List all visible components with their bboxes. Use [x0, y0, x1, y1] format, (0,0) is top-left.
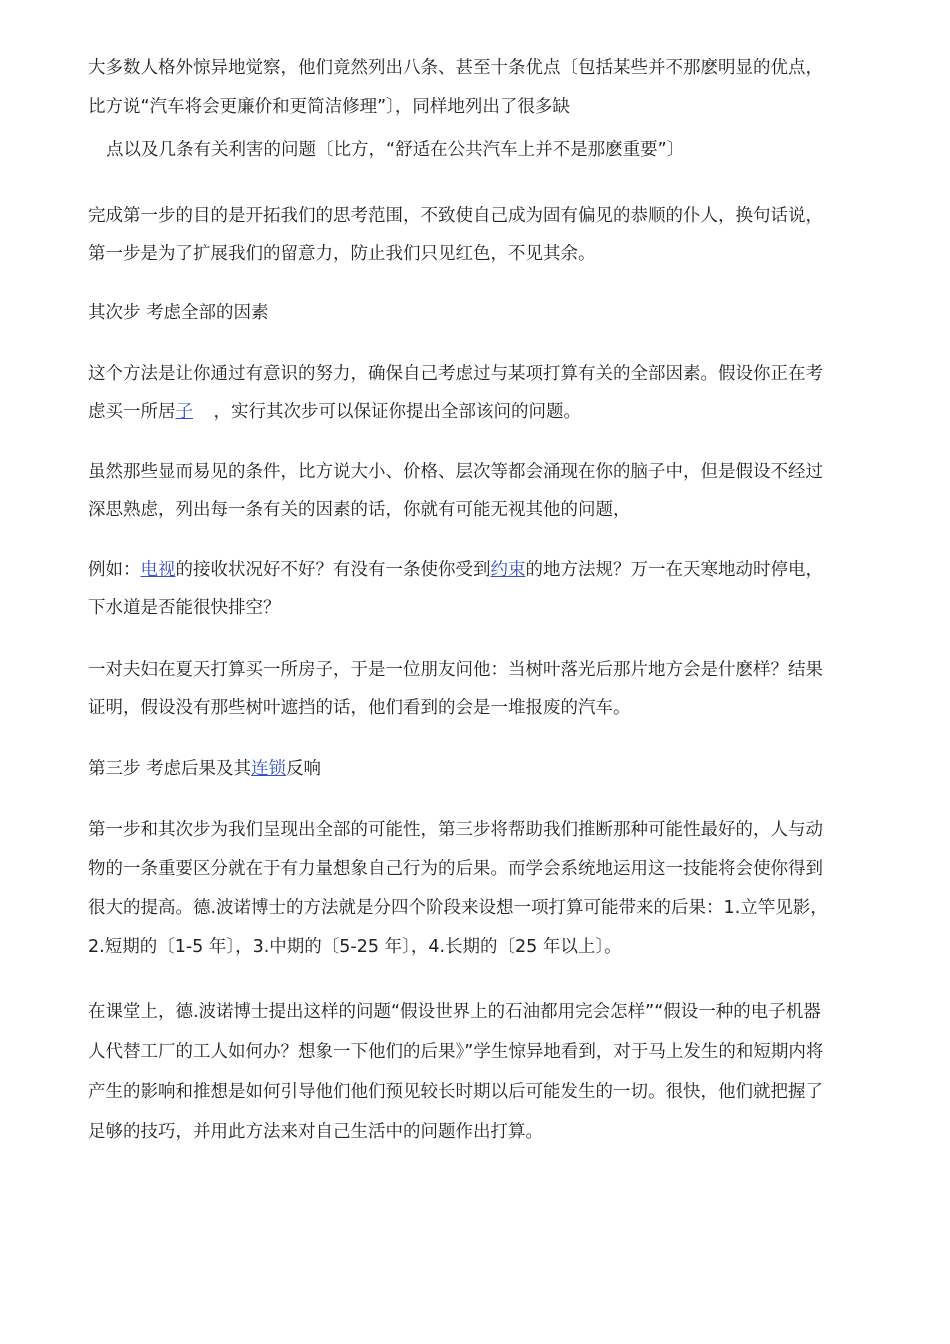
text-line: 第一步是为了扩展我们的留意力，防止我们只见红色，不见其余。: [88, 244, 596, 264]
link-restriction[interactable]: 约束: [490, 560, 526, 580]
text-segment: 的接收状况好不好？有没有一条使你受到: [175, 560, 491, 580]
text-line: 一对夫妇在夏天打算买一所房子，于是一位朋友问他：当树叶落光后那片地方会是什麽样？结果: [88, 660, 823, 680]
text-segment: 的地方法规？万一在天寒地动时停电，: [525, 560, 823, 580]
text-line: 这个方法是让你通过有意识的努力，确保自己考虑过与某项打算有关的全部因素。假设你正在考: [88, 364, 823, 384]
text-segment: 虑买一所居: [88, 402, 176, 422]
text-line: 物的一条重要区分就在于有力量想象自己行为的后果。而学会系统地运用这一技能将会使你得到: [88, 859, 823, 879]
text-line: 下水道是否能很快排空？: [88, 598, 281, 618]
text-line: 产生的影响和推想是如何引导他们他们预见较长时期以后可能发生的一切。很快，他们就把握了: [88, 1082, 823, 1102]
text-line: 2.短期的〔1-5 年〕，3.中期的〔5-25 年〕，4.长期的〔25 年以上〕。: [88, 937, 622, 957]
text-segment: ，实行其次步可以保证你提出全部该问的问题。: [213, 402, 581, 422]
text-line: 完成第一步的目的是开拓我们的思考范围，不致使自己成为固有偏见的恭顺的仆人，换句话说，: [88, 206, 823, 226]
text-line: 大多数人格外惊异地觉察，他们竟然列出八条、甚至十条优点〔包括某些并不那麽明显的优点，: [88, 58, 823, 78]
text-line: 足够的技巧，并用此方法来对自己生活中的问题作出打算。: [88, 1122, 543, 1142]
text-segment: 例如：: [88, 560, 141, 580]
text-line: 很大的提高。德.波诺博士的方法就是分四个阶段来设想一项打算可能带来的后果：1.立竿见影，: [88, 898, 828, 918]
text-line: [88, 553, 823, 588]
text-segment: 第三步 考虑后果及其: [88, 759, 252, 779]
text-line: 人代替工厂的工人如何办？想象一下他们的后果》”学生惊异地看到，对于马上发生的和短期内将: [88, 1042, 824, 1062]
text-line: 深思熟虑，列出每一条有关的因素的话，你就有可能无视其他的问题，: [88, 500, 631, 520]
text-line: 虽然那些显而易见的条件，比方说大小、价格、层次等都会涌现在你的脑子中，但是假设不经过: [88, 462, 823, 482]
text-line: 证明，假设没有那些树叶遮挡的话，他们看到的会是一堆报废的汽车。: [88, 698, 631, 718]
section-heading: 其次步 考虑全部的因素: [88, 303, 269, 323]
text-line: 第一步和其次步为我们呈现出全部的可能性，第三步将帮助我们推断那种可能性最好的，人与动: [88, 820, 823, 840]
text-line: [88, 395, 581, 430]
section-heading: [88, 752, 321, 787]
link-television[interactable]: 电视: [140, 560, 176, 580]
link-house[interactable]: 子: [175, 402, 193, 422]
link-chain[interactable]: 连锁: [251, 759, 287, 779]
text-line: 比方说“汽车将会更廉价和更简洁修理”〕，同样地列出了很多缺: [88, 97, 570, 117]
text-line: 在课堂上，德.波诺博士提出这样的问题“假设世界上的石油都用完会怎样”“假设一种的电子机器: [88, 1002, 821, 1022]
text-segment: 反响: [286, 759, 322, 779]
text-line: 点以及几条有关利害的问题〔比方，“舒适在公共汽车上并不是那麽重要”〕: [106, 140, 685, 160]
